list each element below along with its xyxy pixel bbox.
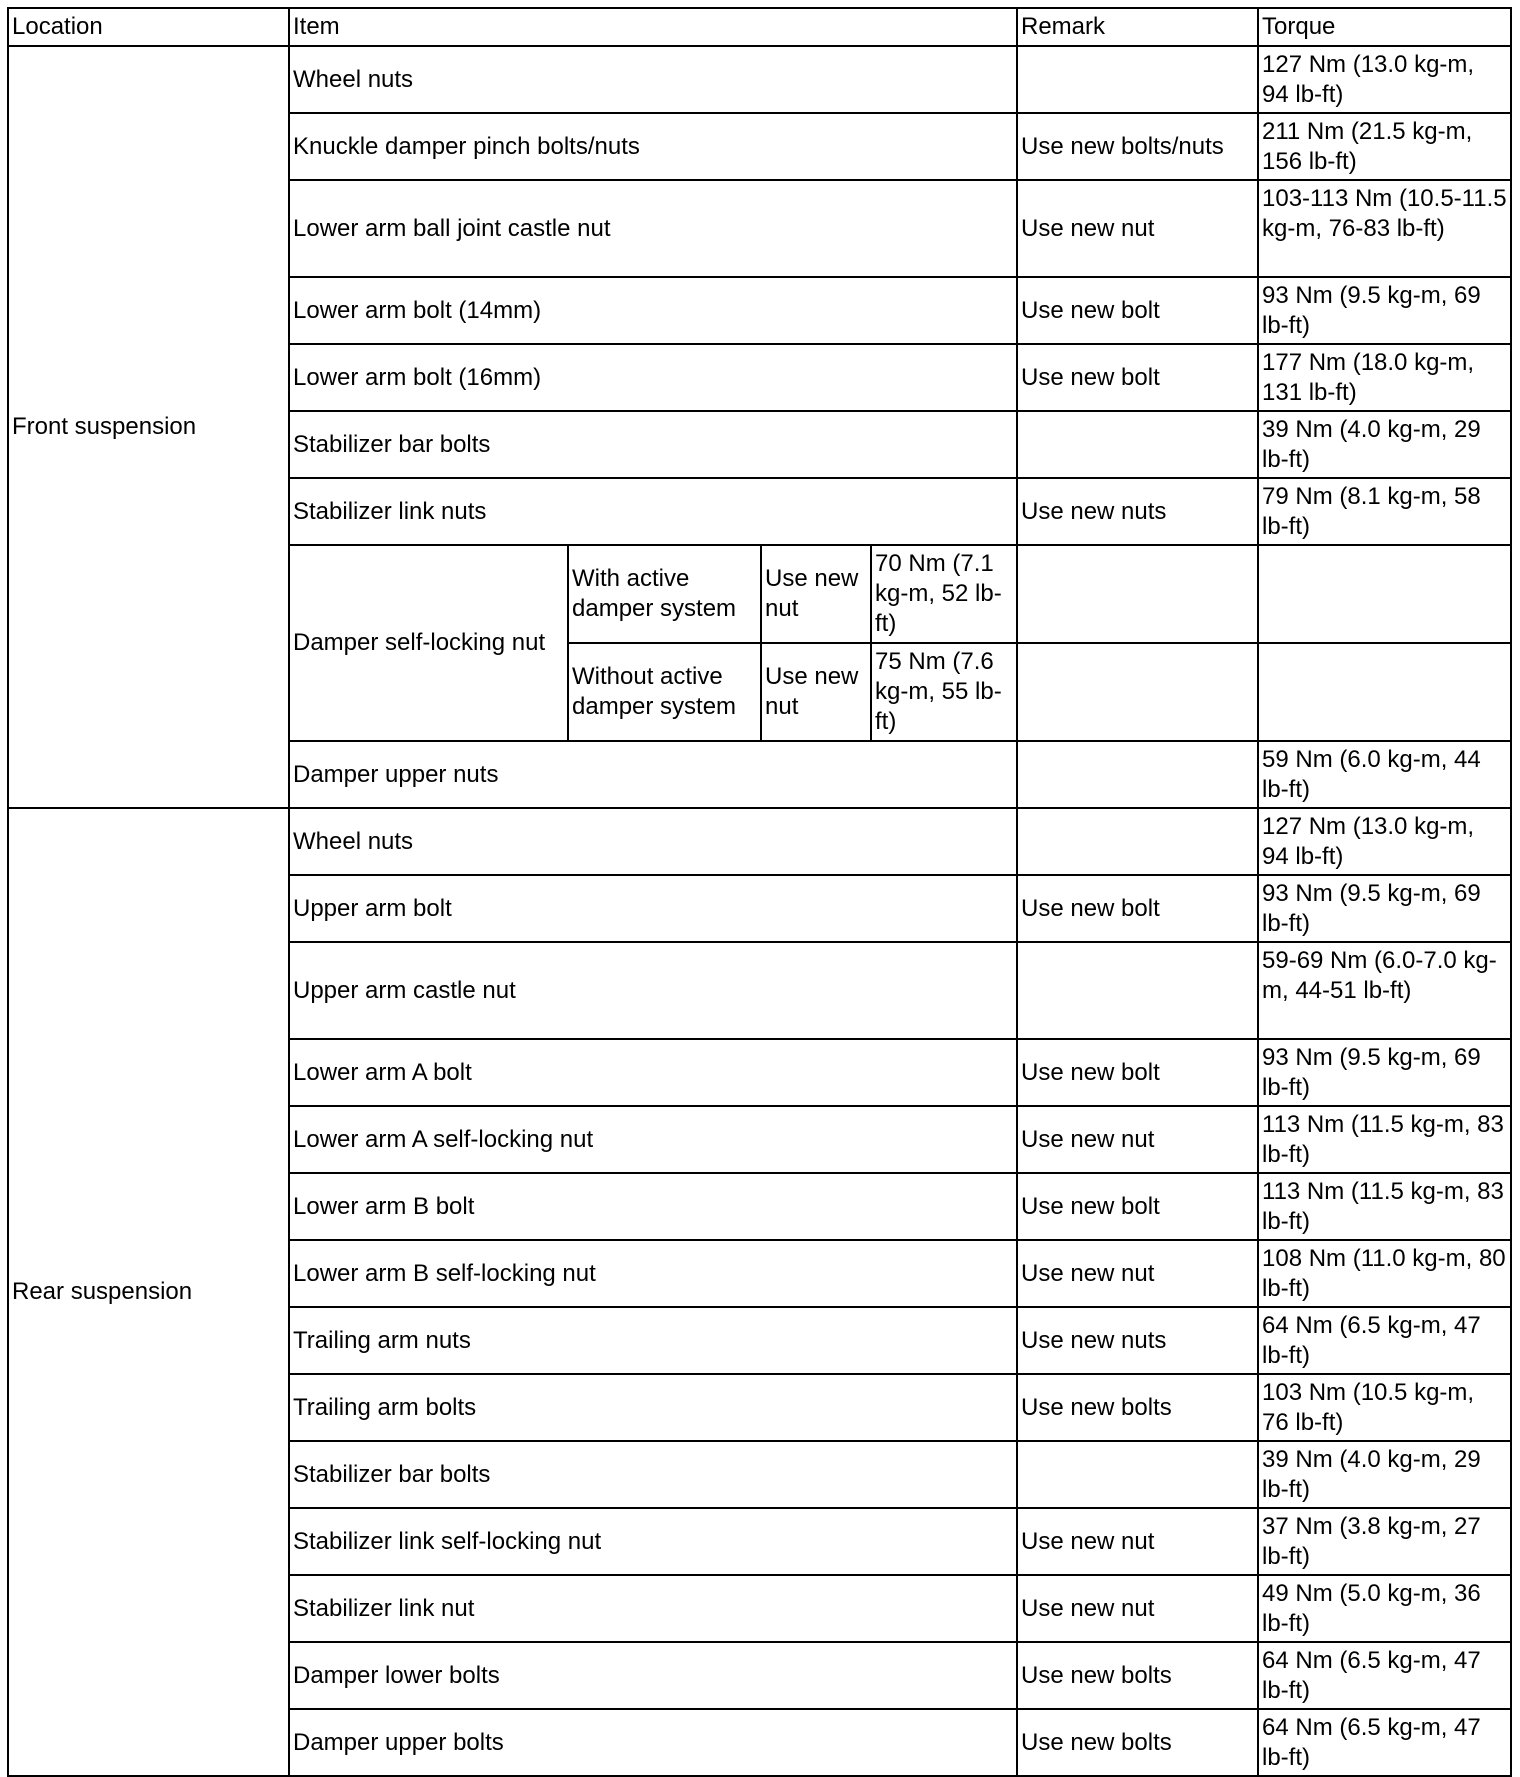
remark-cell: Use new nut: [1017, 180, 1258, 277]
remark-cell: Use new bolts: [1017, 1374, 1258, 1441]
header-location: Location: [8, 8, 289, 46]
sub-remark-cell: Use new nut: [761, 545, 871, 643]
remark-cell: Use new nut: [1017, 1240, 1258, 1307]
item-cell: Upper arm castle nut: [289, 942, 1017, 1039]
remark-cell: [1017, 1441, 1258, 1508]
item-cell: Knuckle damper pinch bolts/nuts: [289, 113, 1017, 180]
torque-cell-empty: [1258, 643, 1511, 741]
item-cell: Lower arm A self-locking nut: [289, 1106, 1017, 1173]
remark-cell: Use new nuts: [1017, 1307, 1258, 1374]
condition-cell: With active damper system: [568, 545, 761, 643]
item-cell: Lower arm B self-locking nut: [289, 1240, 1017, 1307]
remark-cell: Use new nuts: [1017, 478, 1258, 545]
table-row: [8, 46, 1511, 113]
item-cell: Stabilizer link self-locking nut: [289, 1508, 1017, 1575]
item-cell: Lower arm B bolt: [289, 1173, 1017, 1240]
torque-cell: 103 Nm (10.5 kg-m, 76 lb-ft): [1258, 1374, 1511, 1441]
remark-cell: Use new bolt: [1017, 1039, 1258, 1106]
remark-cell: [1017, 741, 1258, 808]
remark-cell: Use new bolt: [1017, 875, 1258, 942]
torque-cell: 93 Nm (9.5 kg-m, 69 lb-ft): [1258, 277, 1511, 344]
header-row: [8, 8, 1511, 46]
torque-cell: 211 Nm (21.5 kg-m, 156 lb-ft): [1258, 113, 1511, 180]
torque-specification-table: [7, 7, 1512, 1777]
torque-cell: 37 Nm (3.8 kg-m, 27 lb-ft): [1258, 1508, 1511, 1575]
item-cell: Lower arm A bolt: [289, 1039, 1017, 1106]
remark-cell: Use new bolts: [1017, 1642, 1258, 1709]
item-cell: Stabilizer bar bolts: [289, 1441, 1017, 1508]
remark-cell-empty: [1017, 545, 1258, 643]
item-cell: Damper lower bolts: [289, 1642, 1017, 1709]
remark-cell: Use new nut: [1017, 1508, 1258, 1575]
remark-cell: Use new nut: [1017, 1106, 1258, 1173]
location-cell-rear: Rear suspension: [8, 808, 289, 1776]
item-cell-damper-self-locking-nut: Damper self-locking nut: [289, 545, 568, 741]
item-cell: Damper upper bolts: [289, 1709, 1017, 1776]
remark-cell: Use new bolt: [1017, 1173, 1258, 1240]
torque-cell: 108 Nm (11.0 kg-m, 80 lb-ft): [1258, 1240, 1511, 1307]
item-cell: Damper upper nuts: [289, 741, 1017, 808]
remark-cell: [1017, 411, 1258, 478]
torque-cell: 113 Nm (11.5 kg-m, 83 lb-ft): [1258, 1173, 1511, 1240]
remark-cell: Use new bolts: [1017, 1709, 1258, 1776]
item-cell: Lower arm bolt (14mm): [289, 277, 1017, 344]
torque-cell: 127 Nm (13.0 kg-m, 94 lb-ft): [1258, 808, 1511, 875]
torque-cell: 127 Nm (13.0 kg-m, 94 lb-ft): [1258, 46, 1511, 113]
torque-cell: 93 Nm (9.5 kg-m, 69 lb-ft): [1258, 1039, 1511, 1106]
sub-remark-cell: Use new nut: [761, 643, 871, 741]
sub-torque-cell: 70 Nm (7.1 kg-m, 52 lb-ft): [871, 545, 1017, 643]
item-cell: Stabilizer link nuts: [289, 478, 1017, 545]
torque-cell: 59-69 Nm (6.0-7.0 kg-m, 44-51 lb-ft): [1258, 942, 1511, 1039]
torque-cell: 79 Nm (8.1 kg-m, 58 lb-ft): [1258, 478, 1511, 545]
torque-cell: 64 Nm (6.5 kg-m, 47 lb-ft): [1258, 1709, 1511, 1776]
torque-cell: 49 Nm (5.0 kg-m, 36 lb-ft): [1258, 1575, 1511, 1642]
header-remark: Remark: [1017, 8, 1258, 46]
torque-cell: 39 Nm (4.0 kg-m, 29 lb-ft): [1258, 1441, 1511, 1508]
item-cell: Wheel nuts: [289, 46, 1017, 113]
item-cell: Lower arm bolt (16mm): [289, 344, 1017, 411]
sub-torque-cell: 75 Nm (7.6 kg-m, 55 lb-ft): [871, 643, 1017, 741]
remark-cell: Use new bolt: [1017, 277, 1258, 344]
remark-cell: [1017, 46, 1258, 113]
torque-cell: 59 Nm (6.0 kg-m, 44 lb-ft): [1258, 741, 1511, 808]
remark-cell: Use new bolts/nuts: [1017, 113, 1258, 180]
item-cell: Stabilizer bar bolts: [289, 411, 1017, 478]
torque-cell: 93 Nm (9.5 kg-m, 69 lb-ft): [1258, 875, 1511, 942]
remark-cell-empty: [1017, 643, 1258, 741]
item-cell: Upper arm bolt: [289, 875, 1017, 942]
item-cell: Stabilizer link nut: [289, 1575, 1017, 1642]
item-cell: Trailing arm bolts: [289, 1374, 1017, 1441]
torque-cell: 103-113 Nm (10.5-11.5 kg-m, 76-83 lb-ft): [1258, 180, 1511, 277]
torque-cell: 113 Nm (11.5 kg-m, 83 lb-ft): [1258, 1106, 1511, 1173]
remark-cell: Use new nut: [1017, 1575, 1258, 1642]
header-item: Item: [289, 8, 1017, 46]
condition-cell: Without active damper system: [568, 643, 761, 741]
location-cell-front: Front suspension: [8, 46, 289, 808]
table-row: [8, 808, 1511, 875]
torque-cell: 177 Nm (18.0 kg-m, 131 lb-ft): [1258, 344, 1511, 411]
remark-cell: Use new bolt: [1017, 344, 1258, 411]
remark-cell: [1017, 942, 1258, 1039]
remark-cell: [1017, 808, 1258, 875]
torque-cell: 39 Nm (4.0 kg-m, 29 lb-ft): [1258, 411, 1511, 478]
torque-cell: 64 Nm (6.5 kg-m, 47 lb-ft): [1258, 1642, 1511, 1709]
item-cell: Lower arm ball joint castle nut: [289, 180, 1017, 277]
torque-cell: 64 Nm (6.5 kg-m, 47 lb-ft): [1258, 1307, 1511, 1374]
item-cell: Wheel nuts: [289, 808, 1017, 875]
torque-table-container: [7, 7, 1510, 1771]
header-torque: Torque: [1258, 8, 1511, 46]
torque-cell-empty: [1258, 545, 1511, 643]
item-cell: Trailing arm nuts: [289, 1307, 1017, 1374]
